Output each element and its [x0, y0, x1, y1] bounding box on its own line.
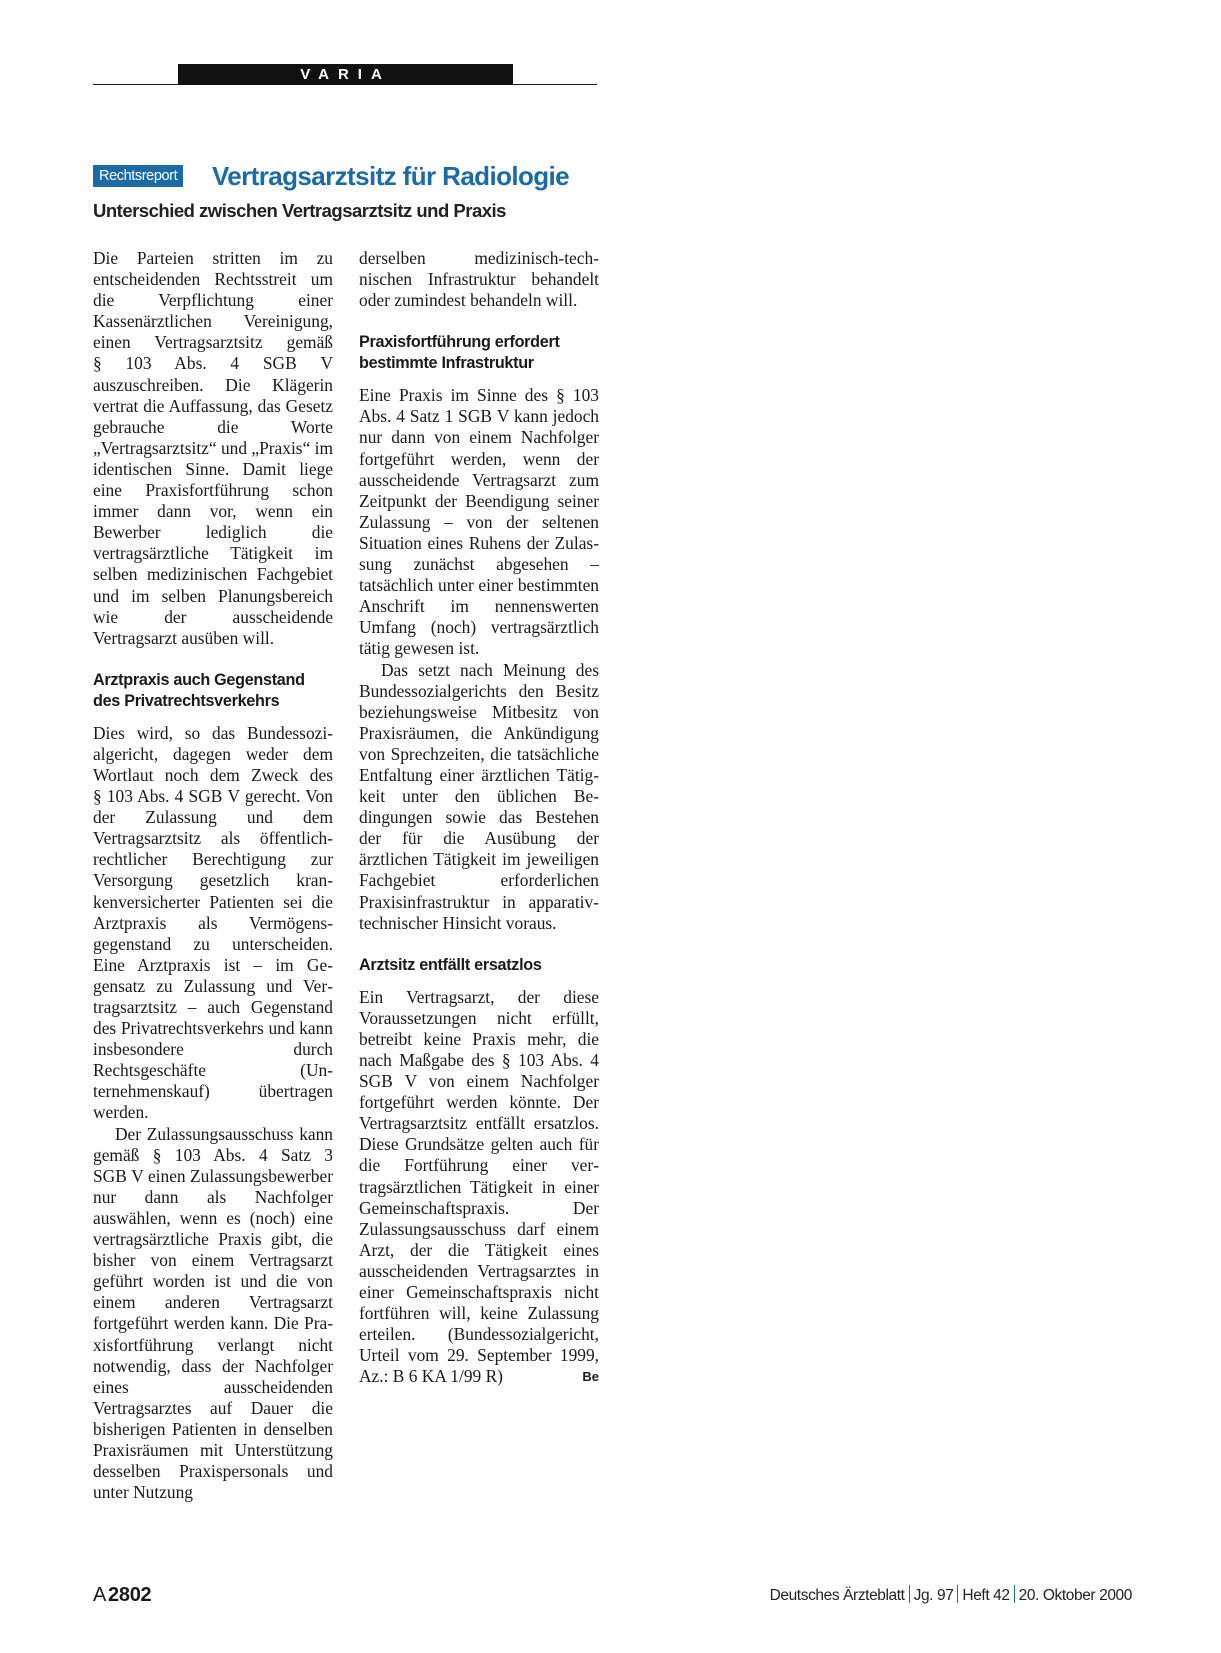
section-label: VARIA [178, 64, 513, 85]
article-subheadline: Unterschied zwischen Vertragsarztsitz und Praxis [93, 200, 506, 221]
journal-date: 20. Oktober 2000 [1018, 1587, 1132, 1604]
footer-separator [957, 1585, 958, 1603]
author-initials: Be [582, 1369, 599, 1385]
body-paragraph: Dies wird, so das Bundessozialgericht, dagegen weder dem Wortlaut noch dem Zweck des § 103 Abs. 4 SGB V gerecht. Von der Zulassung und dem Vertragsarztsitz als öffentlichrechtlicher Berechtigung zur Versorgung gesetzlich krankenversicherter Patienten sei die Arztpraxis als Vermögensgegenstand zu unterscheiden. Eine Arztpraxis ist – im Gegensatz zu Zulassung und Vertragsarztsitz – auch Gegenstand des Privatrechtsverkehrs und kann insbesondere durch Rechtsgeschäfte (Unternehmenskauf) übertragen werden. [93, 722, 333, 1123]
closing-paragraph-text: Ein Vertragsarzt, der diese Voraussetzungen nicht erfüllt, betreibt keine Praxis mehr, die nach Maßgabe des § 103 Abs. 4 SGB V von einem Nachfolger fortgeführt werden könnte. Der Vertragsarztsitz entfällt ersatzlos. Diese Grundsätze gelten auch für die Fortführung einer vertragsärztlichen Tätigkeit in einer Gemeinschaftspraxis. Der Zulassungsausschuss darf einem Arzt, der die Tätigkeit eines ausscheidenden Vertragsarztes in einer Gemeinschaftspraxis nicht fortführen will, keine Zulassung erteilen. (Bundessozialgericht, Urteil vom 29. September 1999, Az.: B 6 KA 1/99 R) [359, 986, 599, 1387]
page-prefix: A [93, 1584, 107, 1606]
body-paragraph: Das setzt nach Meinung des Bundessozialgerichts den Besitz beziehungsweise Mitbesitz von Praxisräumen, die Ankündigung von Sprechzeiten, die tatsächliche Entfaltung einer ärztlichen Tätigkeit unter den üblichen Bedingungen sowie das Bestehen der für die Ausübung der ärztlichen Tätigkeit im jeweiligen Fachgebiet erforderlichen Praxisinfrastruktur in apparativ-technischer Hinsicht voraus. [359, 659, 599, 933]
footer-separator [909, 1585, 910, 1603]
section-heading: Arztsitz entfällt ersatzlos [359, 955, 542, 974]
body-paragraph: derselben medizinisch-technischen Infrastruktur behandelt oder zumindest behandeln will. [359, 248, 599, 311]
body-paragraph [359, 987, 599, 1388]
kicker-label: Rechtsreport [93, 165, 183, 187]
journal-issue: Heft 42 [962, 1587, 1010, 1604]
right-column [359, 248, 599, 1388]
journal-name: Deutsches Ärzteblatt [769, 1587, 905, 1604]
page-number-value: 2802 [108, 1584, 152, 1606]
journal-footer [770, 1585, 1132, 1607]
page-number [93, 1583, 151, 1607]
body-paragraph: Eine Praxis im Sinne des § 103 Abs. 4 Satz 1 SGB V kann jedoch nur dann von einem Nachfolger fortgeführt werden, wenn der ausscheidende Vertragsarzt zum Zeitpunkt der Beendigung seiner Zulassung – von der seltenen Situation eines Ruhens der Zulassung zunächst abgesehen – tatsächlich unter einer bestimmten Anschrift im nennenswerten Umfang (noch) vertragsärztlich tätig gewesen ist. [359, 385, 599, 659]
footer-separator [1014, 1585, 1015, 1603]
body-paragraph: Der Zulassungsausschuss kann gemäß § 103 Abs. 4 Satz 3 SGB V einen Zulassungsbewerber nur dann als Nachfolger auswählen, wenn es (noch) eine vertragsärztliche Praxis gibt, die bisher von einem Vertragsarzt geführt worden ist und die von einem anderen Vertragsarzt fortgeführt werden kann. Die Praxisfortführung verlangt nicht notwendig, dass der Nachfolger eines ausscheidenden Vertragsarztes auf Dauer die bisherigen Patienten in denselben Praxisräumen mit Unterstützung desselben Praxispersonals und unter Nutzung [93, 1123, 333, 1503]
left-column [93, 248, 333, 1503]
journal-volume: Jg. 97 [913, 1587, 954, 1604]
body-paragraph: Die Parteien stritten im zu entscheidenden Rechtsstreit um die Verpflichtung einer Kassenärztlichen Vereinigung, einen Vertragsarztsitz gemäß § 103 Abs. 4 SGB V auszuschreiben. Die Klägerin vertrat die Auffassung, das Gesetz gebrauche die Worte „Vertragsarztsitz“ und „Praxis“ im identischen Sinne. Damit liege eine Praxisfortführung schon immer dann vor, wenn ein Bewerber lediglich die vertragsärztliche Tätigkeit im selben medizinischen Fachgebiet und im selben Planungsbereich wie der ausscheidende Vertragsarzt ausüben will. [93, 248, 333, 648]
section-heading: Arztpraxis auch Gegenstand des Privatrechtsverkehrs [93, 670, 305, 710]
section-header [93, 64, 597, 86]
section-heading: Praxisfortführung erfordert bestimmte Infrastruktur [359, 333, 560, 373]
article-headline: Vertragsarztsitz für Radiologie [212, 161, 570, 191]
